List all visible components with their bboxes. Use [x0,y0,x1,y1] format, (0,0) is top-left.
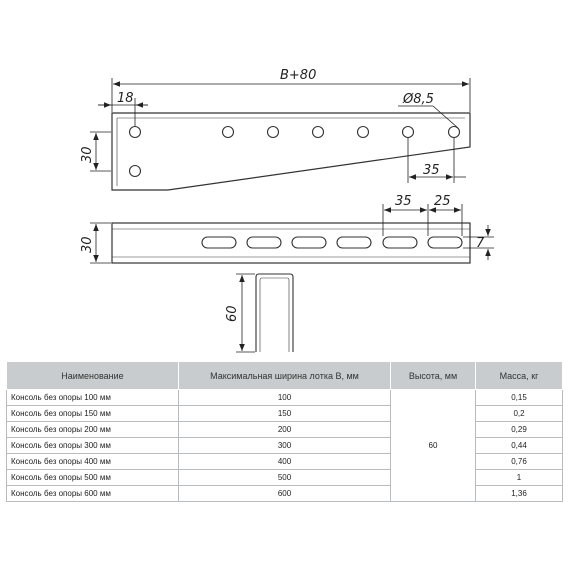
hole [313,127,324,138]
cell-mass: 0,76 [476,454,563,470]
cell-name: Консоль без опоры 200 мм [7,422,179,438]
cell-name: Консоль без опоры 150 мм [7,406,179,422]
cell-name: Консоль без опоры 100 мм [7,390,179,406]
hole [403,127,414,138]
cell-mass: 0,29 [476,422,563,438]
header-mass: Масса, кг [476,362,563,390]
cell-width: 150 [179,406,391,422]
cell-width: 400 [179,454,391,470]
spec-table [6,361,563,502]
slot [247,237,281,248]
slot [383,237,417,248]
hole [130,166,141,177]
slot [202,237,236,248]
slot [428,237,462,248]
table-row [7,454,563,470]
dim-slot-width: 7 [476,236,485,251]
cell-width: 500 [179,470,391,486]
dim-total-length: B+80 [280,68,317,83]
header-max-width: Максимальная ширина лотка B, мм [179,362,391,390]
header-name: Наименование [7,362,179,390]
table-row [7,470,563,486]
profile-cross-section [256,274,293,352]
slot [292,237,326,248]
table-row [7,390,563,406]
hole [223,127,234,138]
cell-mass: 0,2 [476,406,563,422]
dim-bracket-height: 30 [80,146,95,163]
cell-name: Консоль без опоры 400 мм [7,454,179,470]
dim-first-hole-offset: 18 [117,91,134,106]
table-row [7,422,563,438]
dim-slot-pitch: 35 [395,194,412,209]
slot [337,237,371,248]
dim-hole-pitch: 35 [423,163,440,178]
header-height: Высота, мм [391,362,476,390]
cell-name: Консоль без опоры 300 мм [7,438,179,454]
hole [358,127,369,138]
table-row [7,438,563,454]
cell-width: 600 [179,486,391,502]
cell-name: Консоль без опоры 600 мм [7,486,179,502]
dim-slot-length: 25 [434,194,451,209]
cell-mass: 0,44 [476,438,563,454]
hole [130,127,141,138]
cell-width: 100 [179,390,391,406]
cell-width: 200 [179,422,391,438]
dim-hole-diameter: Ø8,5 [403,92,434,107]
cell-mass: 1,36 [476,486,563,502]
table-row [7,406,563,422]
cell-name: Консоль без опоры 500 мм [7,470,179,486]
cell-mass: 1 [476,470,563,486]
cell-height: 60 [391,390,476,502]
table-row [7,486,563,502]
hole [268,127,279,138]
bracket-top-view [112,113,470,190]
dim-section-height: 60 [225,305,240,322]
dim-profile-height: 30 [80,236,95,253]
cell-mass: 0,15 [476,390,563,406]
table-header-row [7,362,563,390]
cell-width: 300 [179,438,391,454]
